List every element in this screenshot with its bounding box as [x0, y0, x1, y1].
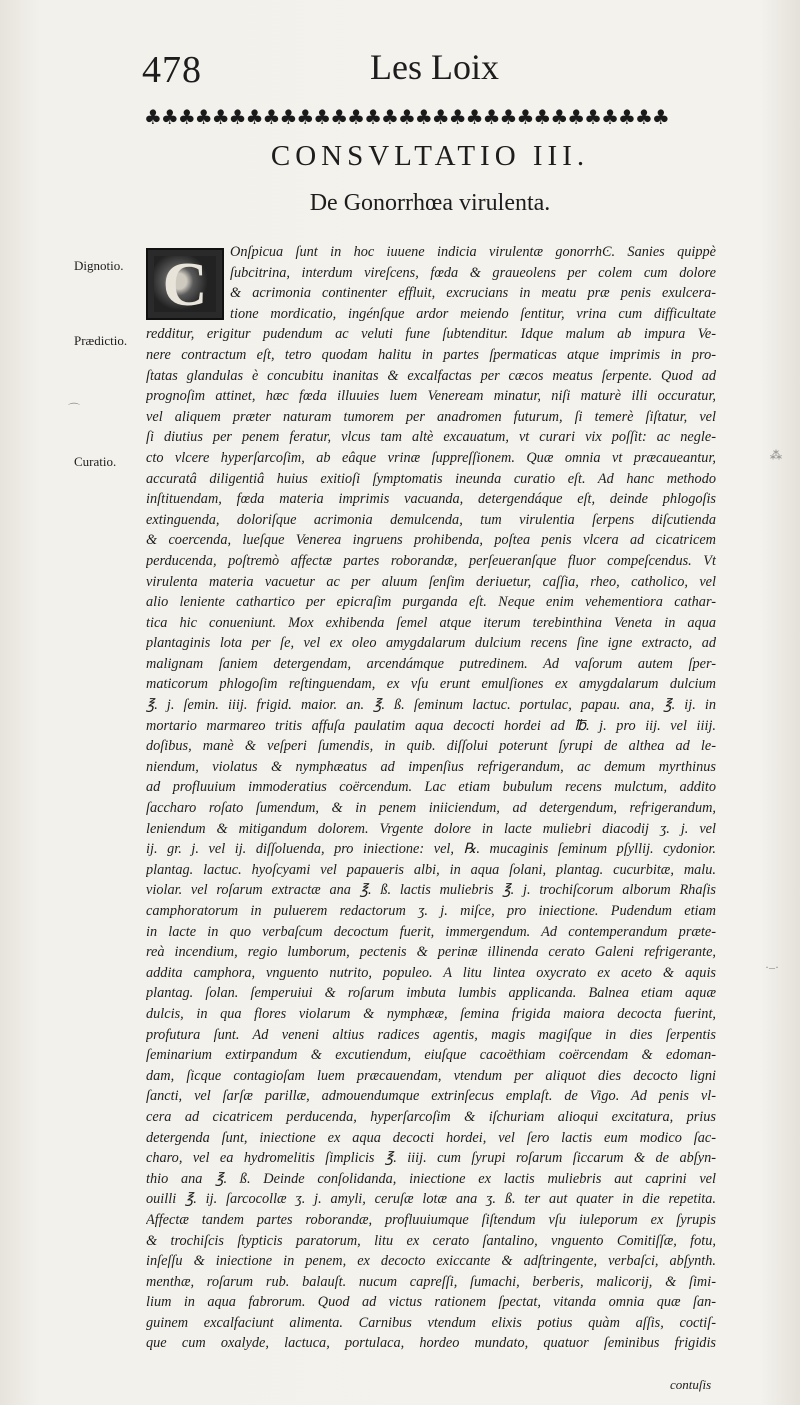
text-line: ouilli ℥. ij. ſarcocollæ ʒ. j. amyli, ceruſæ lotæ ana ʒ. ß. ter aut quater in die repetita. — [146, 1191, 716, 1208]
text-line: redditur, erigitur pudendum ac veluti fune ſubtenditur. Idque malum ab impura Ve- — [146, 326, 716, 343]
section-subtitle: De Gonorrhœa virulenta. — [309, 190, 551, 216]
text-line: ij. gr. j. vel ij. diſſoluenda, pro iniectione: vel, ℞. mucaginis ſeminum pſyllij. cydonior. — [146, 841, 716, 858]
text-line: ſeminarium extirpandum & excutiendum, eiuſque cacoëthiam coërcendam & edoman- — [146, 1047, 716, 1064]
ornament-band: ♣♣♣♣♣♣♣♣♣♣♣♣♣♣♣♣♣♣♣♣♣♣♣♣♣♣♣♣♣♣♣ — [144, 105, 669, 129]
text-line: maticorum phlogoſim reſtinguendam, ex vſu erunt emulſiones ex amygdalarum dulcium — [146, 676, 716, 693]
text-line: perducenda, poſtremò affectæ partes roborandæ, perſeueranſque fluor compeſcendus. Vt — [146, 552, 716, 569]
text-line: leniendum & mitigandum dolorem. Vrgente dolore in lacte muliebri diacodij ʒ. j. vel — [146, 820, 716, 837]
text-line: charo, vel ea hydromelitis ſimplicis ℥. iiij. cum ſyrupi roſarum ſiccarum & de abſyn- — [146, 1150, 716, 1167]
text-line: camphoratorum in puluerem redactorum ʒ. j. miſce, pro iniectione. Pudendum etiam — [146, 903, 716, 919]
margin-note-dignotio: Dignotio. — [74, 258, 124, 273]
text-line: reà incendium, regio lumborum, pectenis & perinæ illinenda cerato Galeni refrigerante, — [146, 944, 716, 961]
text-line: lium in aqua fabrorum. Quod ad victus rationem ſpectat, vitanda omnia quæ ſan- — [146, 1294, 716, 1311]
text-line: addita camphora, vnguento nutrito, populeo. A litu lintea oxycrato ex aceto & aquis — [146, 964, 716, 981]
text-line: inſtituendam, fœda materia imprimis vacuanda, detergendáque eſt, deinde phlogoſis — [146, 491, 716, 508]
text-line: & trochiſcis ſtypticis paratorum, litu ex cerato ſantalino, vnguento Comitiſſæ, fotu, — [146, 1232, 716, 1249]
text-line: accuratâ diligentiâ huius exitioſi ſymptomatis ineunda curatio eſt. Ad hanc methodo — [146, 470, 716, 487]
ink-speck-icon: ⁂ — [770, 448, 782, 462]
text-line: plantaginis lota per ſe, vel ex oleo amygdalarum dulcium recens ſine igne extracto, ad — [146, 635, 716, 652]
text-line: virulenta materia vacuetur ac per aluum ſenſim deriuetur, caſſia, rheo, catholico, vel — [146, 573, 716, 590]
text-line: detergenda ſunt, iniectione ex aqua decocti hordei, vel ſero lactis eum modico ſac- — [146, 1129, 716, 1146]
text-line: que cum oxalyde, lactuca, portulaca, hordeo mundato, quatuor ſeminibus frigidis — [146, 1335, 716, 1352]
text-line: ad profluuium immoderatius coërcendum. Lac etiam bubulum recens mulctum, addito — [146, 779, 716, 796]
text-line: & coercenda, lueſque Venerea ingruens prohibenda, poſtea penis vlcera ad cicatricem — [146, 532, 716, 549]
text-line: tica hic conueniunt. Mox exhibenda ſemel atque iterum terebinthina Veneta in aqua — [146, 614, 716, 631]
margin-note-curatio: Curatio. — [74, 454, 117, 469]
text-line: profutura ſunt. Ad veneni altius radices agentis, magis magiſque in dies ſerpentis — [146, 1026, 716, 1043]
text-line: malignam ſaniem detergendam, arcendámque putredinem. Ad vaſorum autem ſper- — [146, 655, 716, 672]
text-line: in lacte in quo verbaſcum decoctum fuerit, immergendum. Ad contemperandum præte- — [146, 923, 716, 940]
text-line: plantag. lactuc. hyoſcyami vel papaueris albi, in aqua ſolani, plantag. cucurbitæ, malu. — [146, 861, 716, 878]
text-line: ſancti, vel ſarſæ parillæ, admouendumque extrinſecus emplaſt. de Vigo. Ad penis vl- — [146, 1088, 716, 1105]
text-line: cera ad cicatricem perducenda, hyperſarcoſim & iſchuriam alioqui excitatura, prius — [146, 1108, 716, 1125]
text-line: ℥. j. ſemin. iiij. frigid. maior. an. ℥. ß. ſeminum lactuc. portulac, papau. ana, ℥. ij. in — [146, 697, 716, 714]
text-line: Onſpicua ſunt in hoc iuuene indicia virulentæ gonorrhϾ. Sanies quippè — [230, 244, 716, 260]
initial-letter: C — [162, 251, 208, 319]
text-line: extinguenda, doloriſque acrimonia demulcenda, tum virulentia ſerpens diſcutienda — [146, 511, 716, 528]
page-number: 478 — [142, 49, 202, 91]
text-line: vel aliquem præter naturam tumorem per anadromen futurum, ſi temerè ſiſtatur, vel — [146, 408, 716, 425]
text-line: ſaccharo roſato ſumendum, & in penem iniiciendum, ad detergendum, refrigerandum, — [146, 800, 716, 817]
body-text — [146, 242, 716, 1354]
text-line: mortario marmareo tritis affuſa paulatim aqua decocti hordei ad ℔. j. pro iij. vel iiij. — [146, 717, 716, 734]
text-line: ſtatas glandulas è concubitu inanitas & excalfactas per cæcos meatus ſerpente. Quod ad — [146, 367, 716, 384]
text-line: niendum, violatus & nymphæatus ad impenſius refrigerandum, ac demum myrthinus — [146, 758, 716, 775]
text-line: dam, ſicque contagioſam luem præcauendam, vtendum per aliquot dies decocto ligni — [146, 1067, 716, 1084]
catchword: contuſis — [670, 1377, 712, 1392]
text-line: & acrimonia continenter effluit, excrucians in meatu præ penis exulcera- — [230, 285, 716, 302]
text-line: dulcis, in qua flores violarum & nymphææ, ſemina frigida maiora decocta fuerint, — [146, 1005, 716, 1022]
ink-speck-icon: ⌒ — [68, 402, 81, 416]
running-title: Les Loix — [370, 47, 499, 87]
text-line: tione mordicatio, ingénſque ardor meiendo ſentitur, vrina cum difficultate — [230, 305, 716, 322]
text-line: Affectæ tandem partes roborandæ, profluuiumque ſiſtendum vſu iuleporum ex ſyrupis — [146, 1211, 716, 1228]
text-line: plantag. ſolan. ſemperuiui & roſarum imbuta lumbis applicanda. Balnea etiam aquæ — [146, 985, 716, 1002]
text-line: cto vlcere hyperſarcoſim, ab eâque vrinæ ſuppreſſionem. Quæ omnia vt præcaueantur, — [146, 449, 716, 466]
text-line: ſubcitrina, interdum vireſcens, fœda & graueolens per colem cum dolore — [230, 264, 716, 281]
page-header — [140, 46, 720, 92]
text-line: ſi diutius per penem feratur, vlcus tam altè excauatum, vt curari vix poſſit: ac negle- — [146, 429, 716, 446]
text-line: violar. vel roſarum extractæ ana ℥. ß. lactis muliebris ℥. j. trochiſcorum alborum Rhaſis — [146, 882, 716, 899]
text-line: menthæ, roſarum rub. balauſt. nucum capreſſi, ſumachi, berberis, malicorij, & ſimi- — [146, 1273, 716, 1290]
text-line: inſeſſu & iniectione in penem, ex decocto exiccante & adſtringente, verbaſci, abſynth. — [146, 1253, 716, 1270]
text-line: prognoſim attinet, hæc fœda illuuies luem Veneream minatur, niſi maturè illi occuratur, — [146, 388, 716, 405]
text-line: doſibus, manè & veſperi ſumendis, in quib. diſſolui poterunt ſyrupi de althea ad le- — [146, 738, 716, 755]
text-line: guinem excalfaciunt alimenta. Carnibus vtendum elixis potius quàm aſſis, coctiſ- — [146, 1314, 716, 1331]
text-line: thio ana ℥. ß. Deinde conſolidanda, iniectione ex lactis muliebris aut caprini vel — [146, 1170, 716, 1187]
section-title: CONSVLTATIO III. — [270, 140, 590, 172]
ink-speck-icon: ·–· — [765, 960, 779, 974]
margin-note-praedictio: Prædictio. — [74, 333, 128, 348]
text-line: nere contractum eſt, tetro quodam halitu in partes ſpermaticas atque imprimis in pro- — [146, 346, 716, 363]
text-line: alio leniente cathartico per epicraſim purganda eſt. Neque enim vehementiora cathar- — [146, 594, 716, 611]
